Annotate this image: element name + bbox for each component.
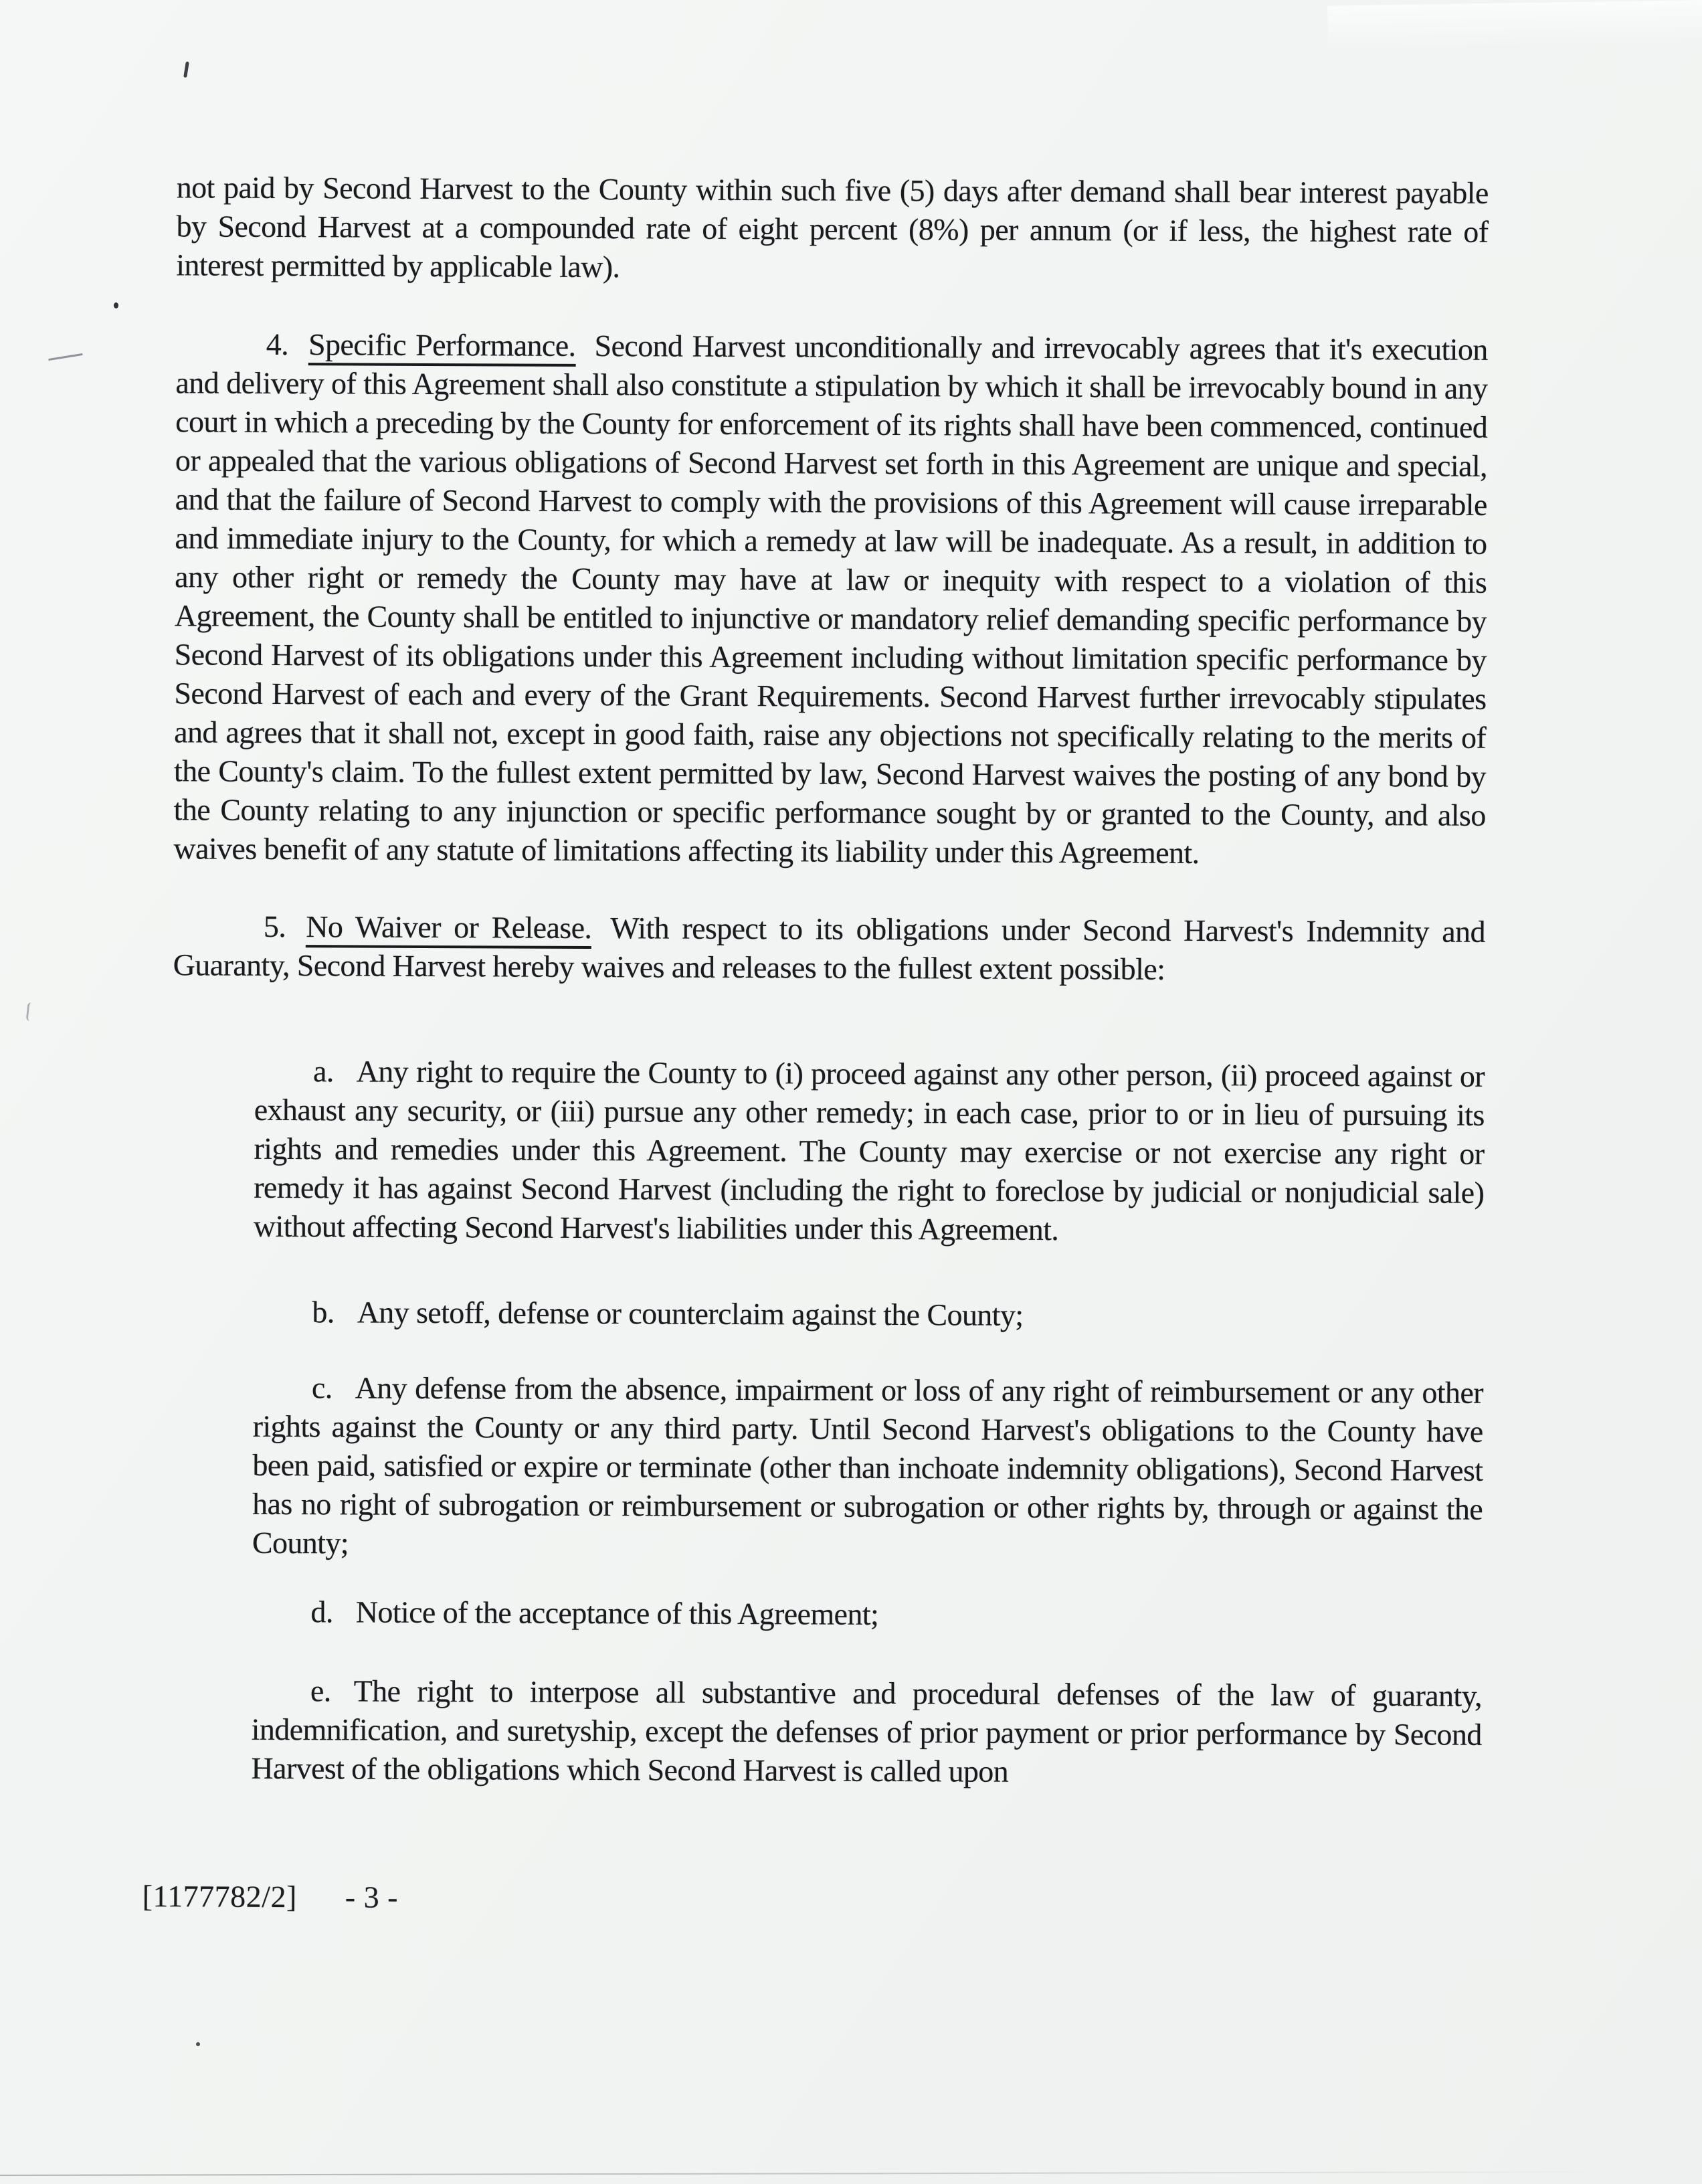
list-item-d-letter: d. — [310, 1595, 333, 1629]
list-item-d-text: Notice of the acceptance of this Agreement; — [355, 1595, 879, 1631]
section-4-heading: Specific Performance. — [308, 327, 576, 367]
list-item-a-text: Any right to require the County to (i) proceed against any other person, (ii) proceed against or exhaust any security, or (iii) pursue any other remedy; in each case, prior to or in lieu of pursuing its rights and remedies under this Agreement. The County may exercise or not exercise any right or remedy it has against Second Harvest (including the right to foreclose by judicial or nonjudicial sale) without affecting Second Harvest's liabilities under this Agreement. — [253, 1054, 1485, 1247]
list-item-a-letter: a. — [312, 1054, 334, 1089]
section-5-number: 5. — [263, 909, 286, 944]
document-reference-number: [1177782/2] — [142, 1879, 297, 1914]
page-footer — [143, 1878, 1481, 1921]
section-5-paragraph — [173, 907, 1485, 990]
section-5-body: With respect to its obligations under Second Harvest's Indemnity and Guaranty, Second Harvest hereby waives and releases to the fullest extent possible: — [173, 911, 1486, 986]
list-item-d — [252, 1592, 1482, 1637]
page-number: - 3 - — [345, 1880, 399, 1914]
list-item-b-text: Any setoff, defense or counterclaim against the County; — [357, 1295, 1024, 1332]
list-item-b — [253, 1293, 1483, 1337]
list-item-c-text: Any defense from the absence, impairment or loss of any right of reimbursement or any other rights against the County or any third party. Until Second Harvest's obligations to the County have been paid, satisfied or expire or terminate (other than inchoate indemnity obligations), Second Harvest has no right of subrogation or reimbursement or subrogation or other rights by, through or against the County; — [252, 1370, 1484, 1560]
list-item-c — [252, 1368, 1483, 1568]
continuation-paragraph: not paid by Second Harvest to the County within such five (5) days after demand shall bear interest payable by Second Harvest at a compounded rate of eight percent (8%) per annum (or if less, the highest rate of interest permitted by applicable law). — [176, 170, 1489, 284]
list-item-e-text: The right to interpose all substantive and procedural defenses of the law of guaranty, indemnification, and suretyship, except the defenses of prior payment or prior performance by Second Harvest of the obligations which Second Harvest is called upon — [251, 1673, 1483, 1789]
section-4-number: 4. — [266, 327, 289, 362]
list-item-e-letter: e. — [310, 1673, 331, 1708]
list-item-e — [251, 1671, 1482, 1793]
section-5-heading: No Waiver or Release. — [306, 909, 591, 949]
list-item-a — [254, 1052, 1485, 1251]
list-item-c-letter: c. — [311, 1370, 333, 1405]
section-4-body: Second Harvest unconditionally and irrevocably agrees that it's execution and delivery of this Agreement shall also constitute a stipulation by which it shall be irrevocably bound in any court in which a preceding by the County for enforcement of its rights shall have been commenced, continued or appealed that the various obligations of Second Harvest set forth in this Agreement are unique and special, and that the failure of Second Harvest to comply with the provisions of this Agreement will cause irreparable and immediate injury to the County, for which a remedy at law will be inadequate. As a result, in addition to any other right or remedy the County may have at law or inequity with respect to a violation of this Agreement, the County shall be entitled to injunctive or mandatory relief demanding specific performance by Second Harvest of its obligations under this Agreement including without limitation specific performance by Second Harvest of each and every of the Grant Requirements. Second Harvest further irrevocably stipulates and agrees that it shall not, except in good faith, raise any objections not specifically relating to the merits of the County's claim. To the fullest extent permitted by law, Second Harvest waives the posting of any bond by the County relating to any injunction or specific performance sought by or granted to the County, and also waives benefit of any statute of limitations affecting its liability under this Agreement. — [173, 329, 1488, 871]
section-4-paragraph — [173, 325, 1488, 874]
list-item-b-letter: b. — [312, 1295, 335, 1330]
